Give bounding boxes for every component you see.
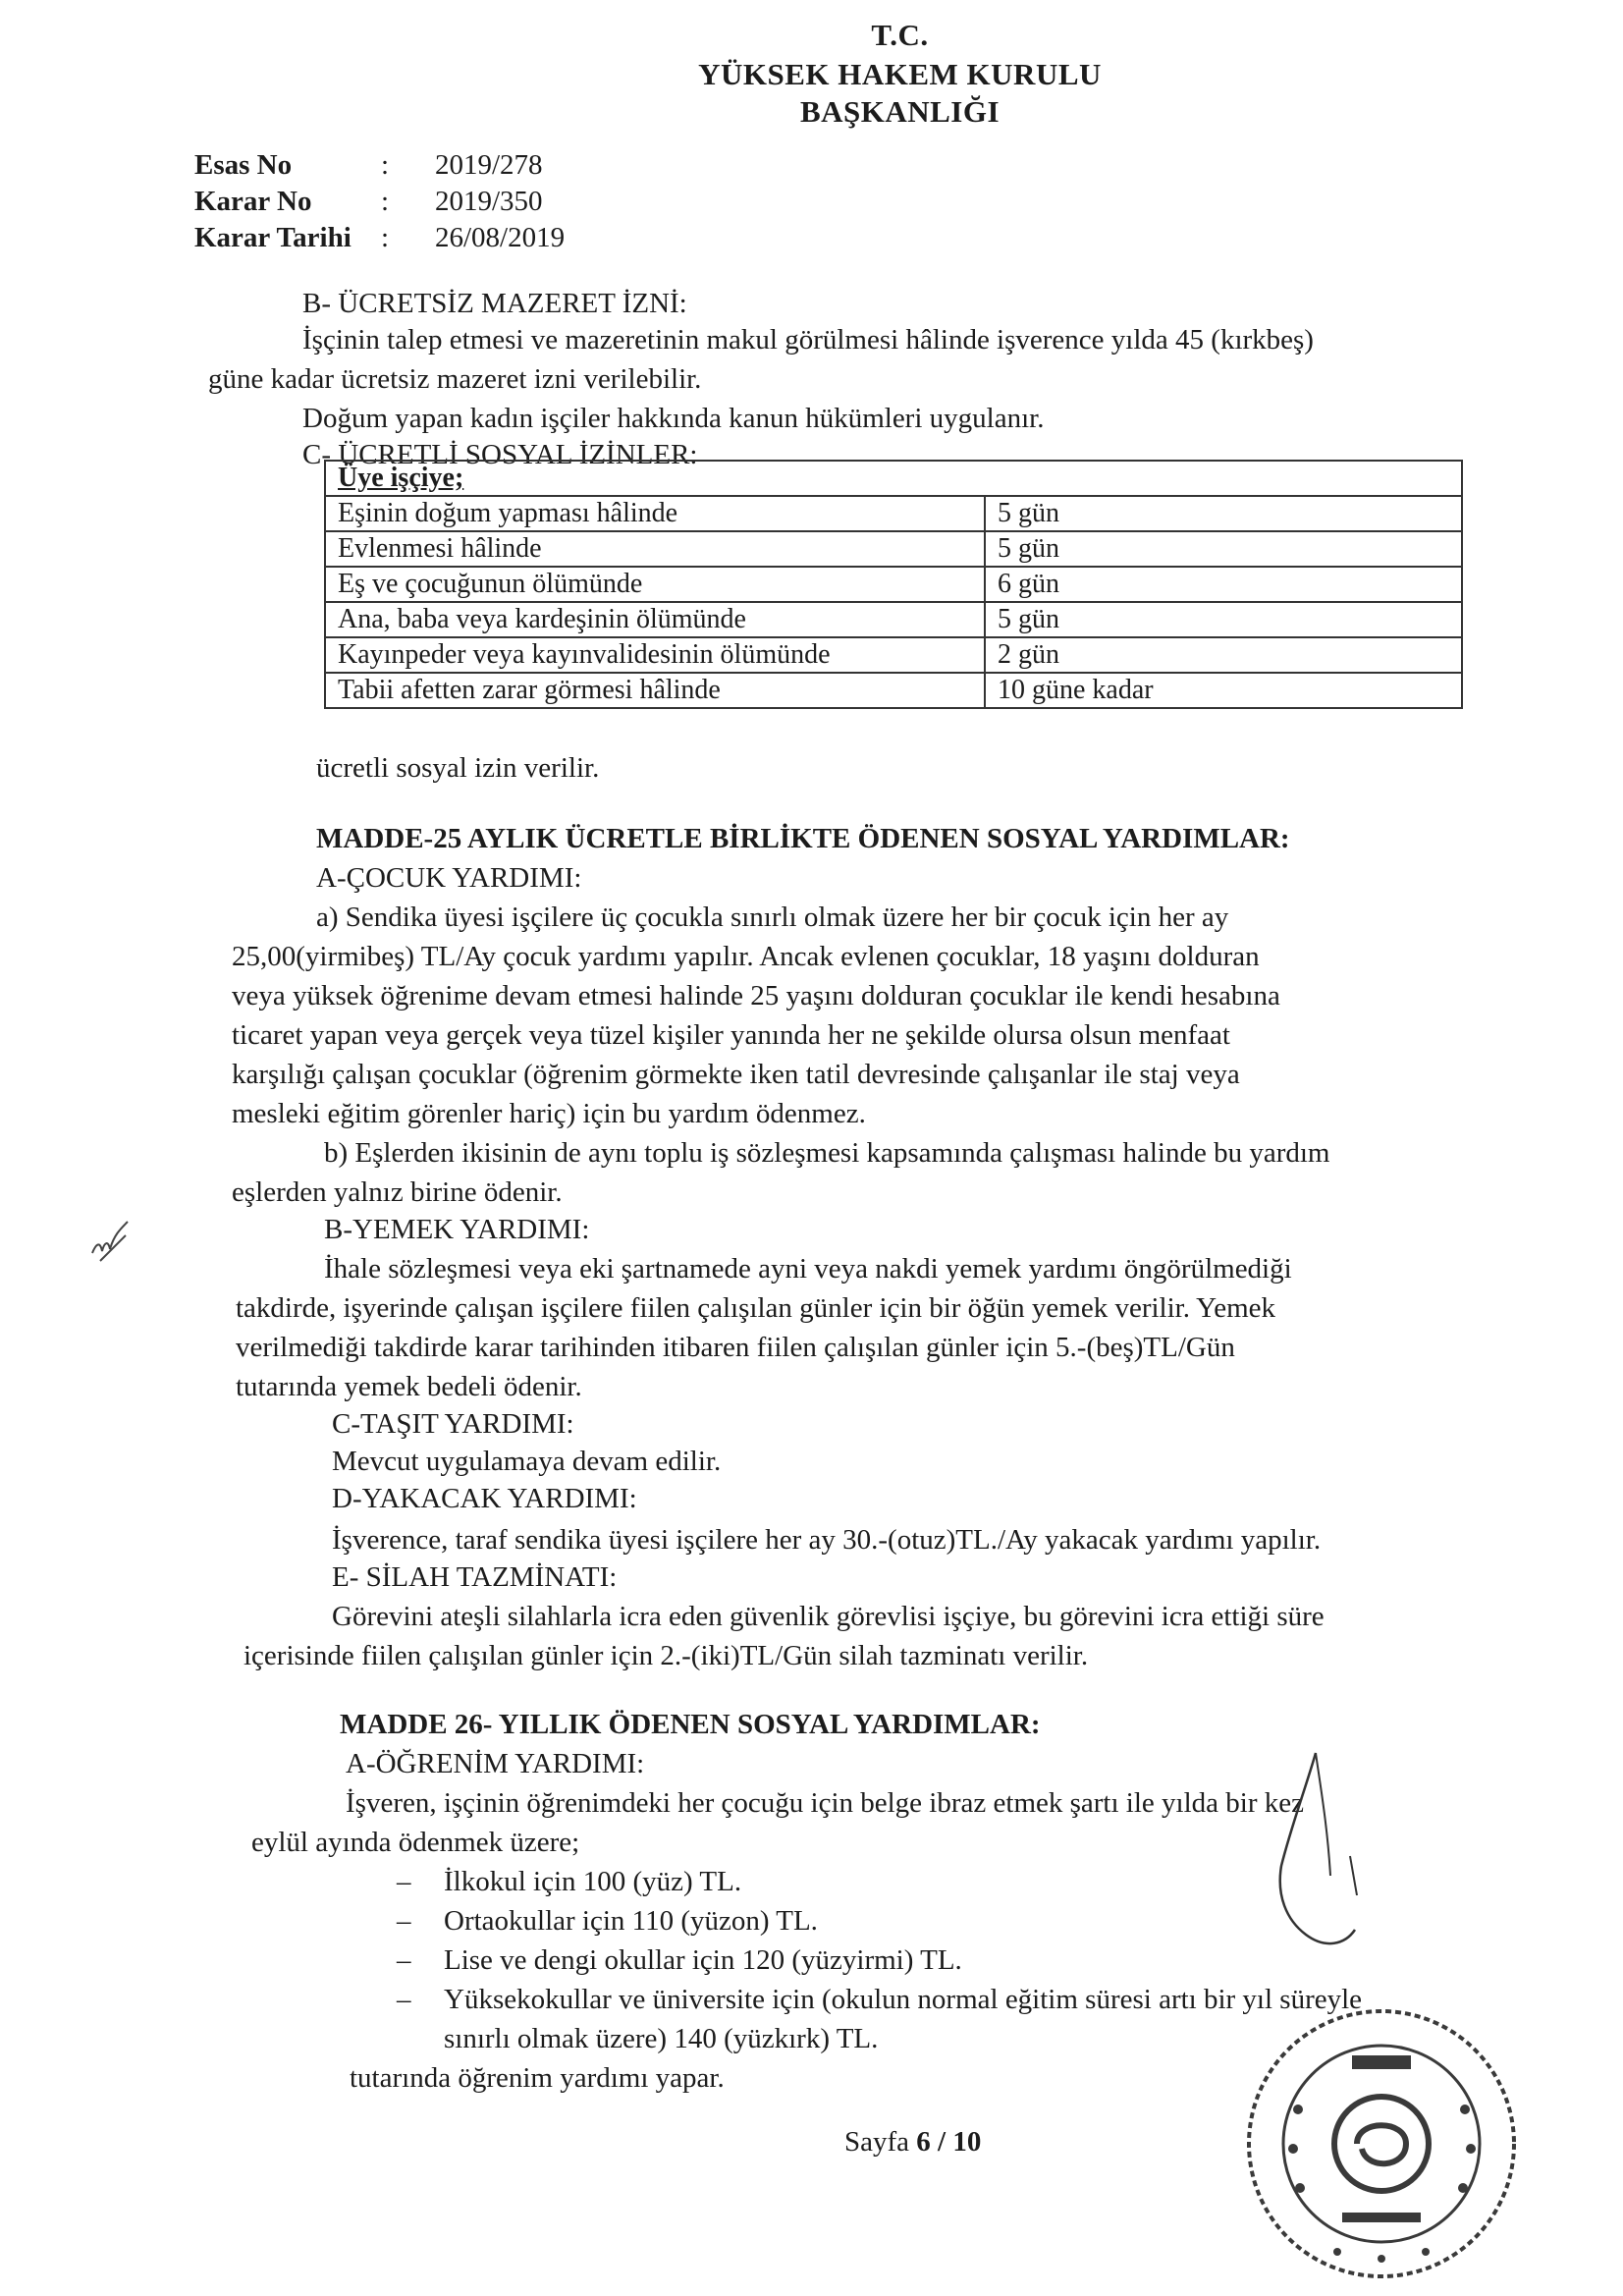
list-item — [397, 1905, 818, 1938]
cocuk-text: mesleki eğitim görenler hariç) için bu yardım ödenmez. — [232, 1098, 866, 1129]
yemek-text: takdirde, işyerinde çalışan işçilere fiilen çalışılan günler için bir öğün yemek verilir. Yemek — [236, 1292, 1275, 1324]
yemek-title: B-YEMEK YARDIMI: — [324, 1214, 590, 1245]
list-item — [397, 1984, 1362, 2016]
official-stamp-icon — [1239, 2001, 1524, 2286]
cocuk-text: a) Sendika üyesi işçilere üç çocukla sınırlı olmak üzere her bir çocuk için her ay — [316, 902, 1229, 933]
cocuk-text: veya yüksek öğrenime devam etmesi halinde 25 yaşını dolduran çocuklar ile kendi hesabına — [232, 980, 1280, 1011]
table-row — [325, 567, 1462, 602]
silah-text: Görevini ateşli silahlarla icra eden güvenlik görevlisi işçiye, bu görevini icra ettiği süre — [332, 1601, 1325, 1632]
yemek-text: İhale sözleşmesi veya eki şartnamede ayni veya nakdi yemek yardımı öngörülmediği — [324, 1253, 1292, 1285]
silah-title: E- SİLAH TAZMİNATI: — [332, 1561, 618, 1593]
madde26-title: MADDE 26- YILLIK ÖDENEN SOSYAL YARDIMLAR: — [340, 1709, 1041, 1740]
tasit-title: C-TAŞIT YARDIMI: — [332, 1408, 574, 1440]
table-cell: Ana, baba veya kardeşinin ölümünde — [325, 602, 985, 637]
list-item-text: Ortaokullar için 110 (yüzon) TL. — [444, 1905, 818, 1937]
c-section-title: C- ÜCRETLİ SOSYAL İZİNLER: — [302, 439, 698, 470]
table-cell: 5 gün — [985, 531, 1462, 567]
meta-value: 26/08/2019 — [435, 222, 566, 253]
cocuk-text: 25,00(yirmibeş) TL/Ay çocuk yardımı yapılır. Ancak evlenen çocuklar, 18 yaşını dolduran — [232, 941, 1260, 972]
meta-value: 2019/350 — [435, 186, 543, 217]
header-institution: YÜKSEK HAKEM KURULU — [698, 57, 1102, 91]
list-item — [397, 1866, 741, 1898]
meta-label: Esas No — [194, 149, 293, 181]
meta-colon: : — [381, 222, 390, 253]
table-cell: Eşinin doğum yapması hâlinde — [325, 496, 985, 531]
meta-row-esas — [194, 147, 565, 184]
b-section-title: B- ÜCRETSİZ MAZERET İZNİ: — [302, 288, 687, 319]
page-number — [844, 2126, 981, 2159]
dash-bullet: – — [397, 1905, 411, 1937]
table-cell: Tabii afetten zarar görmesi hâlinde — [325, 673, 985, 708]
header-tc: T.C. — [871, 18, 929, 52]
table-row — [325, 496, 1462, 531]
list-item-text: Yüksekokullar ve üniversite için (okulun normal eğitim süresi artı bir yıl süreyle — [444, 1984, 1363, 2015]
meta-row-tarih — [194, 220, 565, 256]
dash-bullet: – — [397, 1984, 411, 2015]
yemek-text: tutarında yemek bedeli ödenir. — [236, 1371, 582, 1402]
meta-colon: : — [381, 186, 390, 217]
table-cell: 10 güne kadar — [985, 673, 1462, 708]
yemek-text: verilmediği takdirde karar tarihinden itibaren fiilen çalışılan günler için 5.-(beş)TL/Gün — [236, 1332, 1235, 1363]
leave-table — [324, 460, 1463, 709]
table-row — [325, 531, 1462, 567]
table-cell: 6 gün — [985, 567, 1462, 602]
table-cell: 2 gün — [985, 637, 1462, 673]
case-meta — [194, 147, 565, 256]
page-number-prefix: Sayfa — [844, 2126, 917, 2158]
signature-icon — [1247, 1748, 1384, 1984]
yakacak-text: İşverence, taraf sendika üyesi işçilere her ay 30.-(otuz)TL./Ay yakacak yardımı yapılır. — [332, 1524, 1322, 1556]
list-item-text: Lise ve dengi okullar için 120 (yüzyirmi) TL. — [444, 1944, 962, 1976]
cocuk-text: eşlerden yalnız birine ödenir. — [232, 1176, 563, 1208]
table-header: Üye işçiye; — [325, 461, 1462, 496]
table-cell: 5 gün — [985, 496, 1462, 531]
list-item-text: İlkokul için 100 (yüz) TL. — [444, 1866, 742, 1897]
table-cell: Kayınpeder veya kayınvalidesinin ölümünde — [325, 637, 985, 673]
c-section-after: ücretli sosyal izin verilir. — [316, 752, 600, 784]
ogrenim-text: eylül ayında ödenmek üzere; — [251, 1827, 580, 1858]
table-cell: Evlenmesi hâlinde — [325, 531, 985, 567]
handwritten-initial-icon — [86, 1214, 135, 1273]
table-cell: Eş ve çocuğunun ölümünde — [325, 567, 985, 602]
cocuk-title: A-ÇOCUK YARDIMI: — [316, 862, 582, 894]
table-row — [325, 637, 1462, 673]
cocuk-text: b) Eşlerden ikisinin de aynı toplu iş sözleşmesi kapsamında çalışması halinde bu yardım — [324, 1137, 1330, 1169]
yakacak-title: D-YAKACAK YARDIMI: — [332, 1483, 637, 1514]
cocuk-text: ticaret yapan veya gerçek veya tüzel kişiler yanında her ne şekilde olursa olsun menfaat — [232, 1019, 1230, 1051]
meta-label: Karar No — [194, 186, 312, 217]
b-section-text: İşçinin talep etmesi ve mazeretinin makul görülmesi hâlinde işverence yılda 45 (kırkbeş) — [302, 324, 1314, 355]
tasit-text: Mevcut uygulamaya devam edilir. — [332, 1446, 722, 1477]
b-section-text: Doğum yapan kadın işçiler hakkında kanun hükümleri uygulanır. — [302, 403, 1045, 434]
meta-row-karar — [194, 184, 565, 220]
table-row — [325, 673, 1462, 708]
cocuk-text: karşılığı çalışan çocuklar (öğrenim görmekte iken tatil devresinde çalışanlar ile staj veya — [232, 1059, 1240, 1090]
madde25-title: MADDE-25 AYLIK ÜCRETLE BİRLİKTE ÖDENEN SOSYAL YARDIMLAR: — [316, 823, 1290, 854]
b-section-text: güne kadar ücretsiz mazeret izni verilebilir. — [208, 363, 702, 395]
table-cell: 5 gün — [985, 602, 1462, 637]
list-item — [397, 1944, 962, 1977]
ogrenim-title: A-ÖĞRENİM YARDIMI: — [346, 1748, 645, 1779]
table-row — [325, 602, 1462, 637]
meta-colon: : — [381, 149, 390, 181]
header-department: BAŞKANLIĞI — [799, 94, 1001, 129]
page-number-value: 6 / 10 — [916, 2126, 982, 2158]
meta-value: 2019/278 — [435, 149, 543, 181]
table-header-row — [325, 461, 1462, 496]
meta-label: Karar Tarihi — [194, 222, 352, 253]
silah-text: içerisinde fiilen çalışılan günler için 2.-(iki)TL/Gün silah tazminatı verilir. — [243, 1640, 1089, 1671]
dash-bullet: – — [397, 1866, 411, 1897]
list-item-text: sınırlı olmak üzere) 140 (yüzkırk) TL. — [444, 2023, 879, 2054]
dash-bullet: – — [397, 1944, 411, 1976]
ogrenim-closing: tutarında öğrenim yardımı yapar. — [350, 2062, 725, 2094]
ogrenim-text: İşveren, işçinin öğrenimdeki her çocuğu için belge ibraz etmek şartı ile yılda bir kez — [346, 1787, 1304, 1819]
